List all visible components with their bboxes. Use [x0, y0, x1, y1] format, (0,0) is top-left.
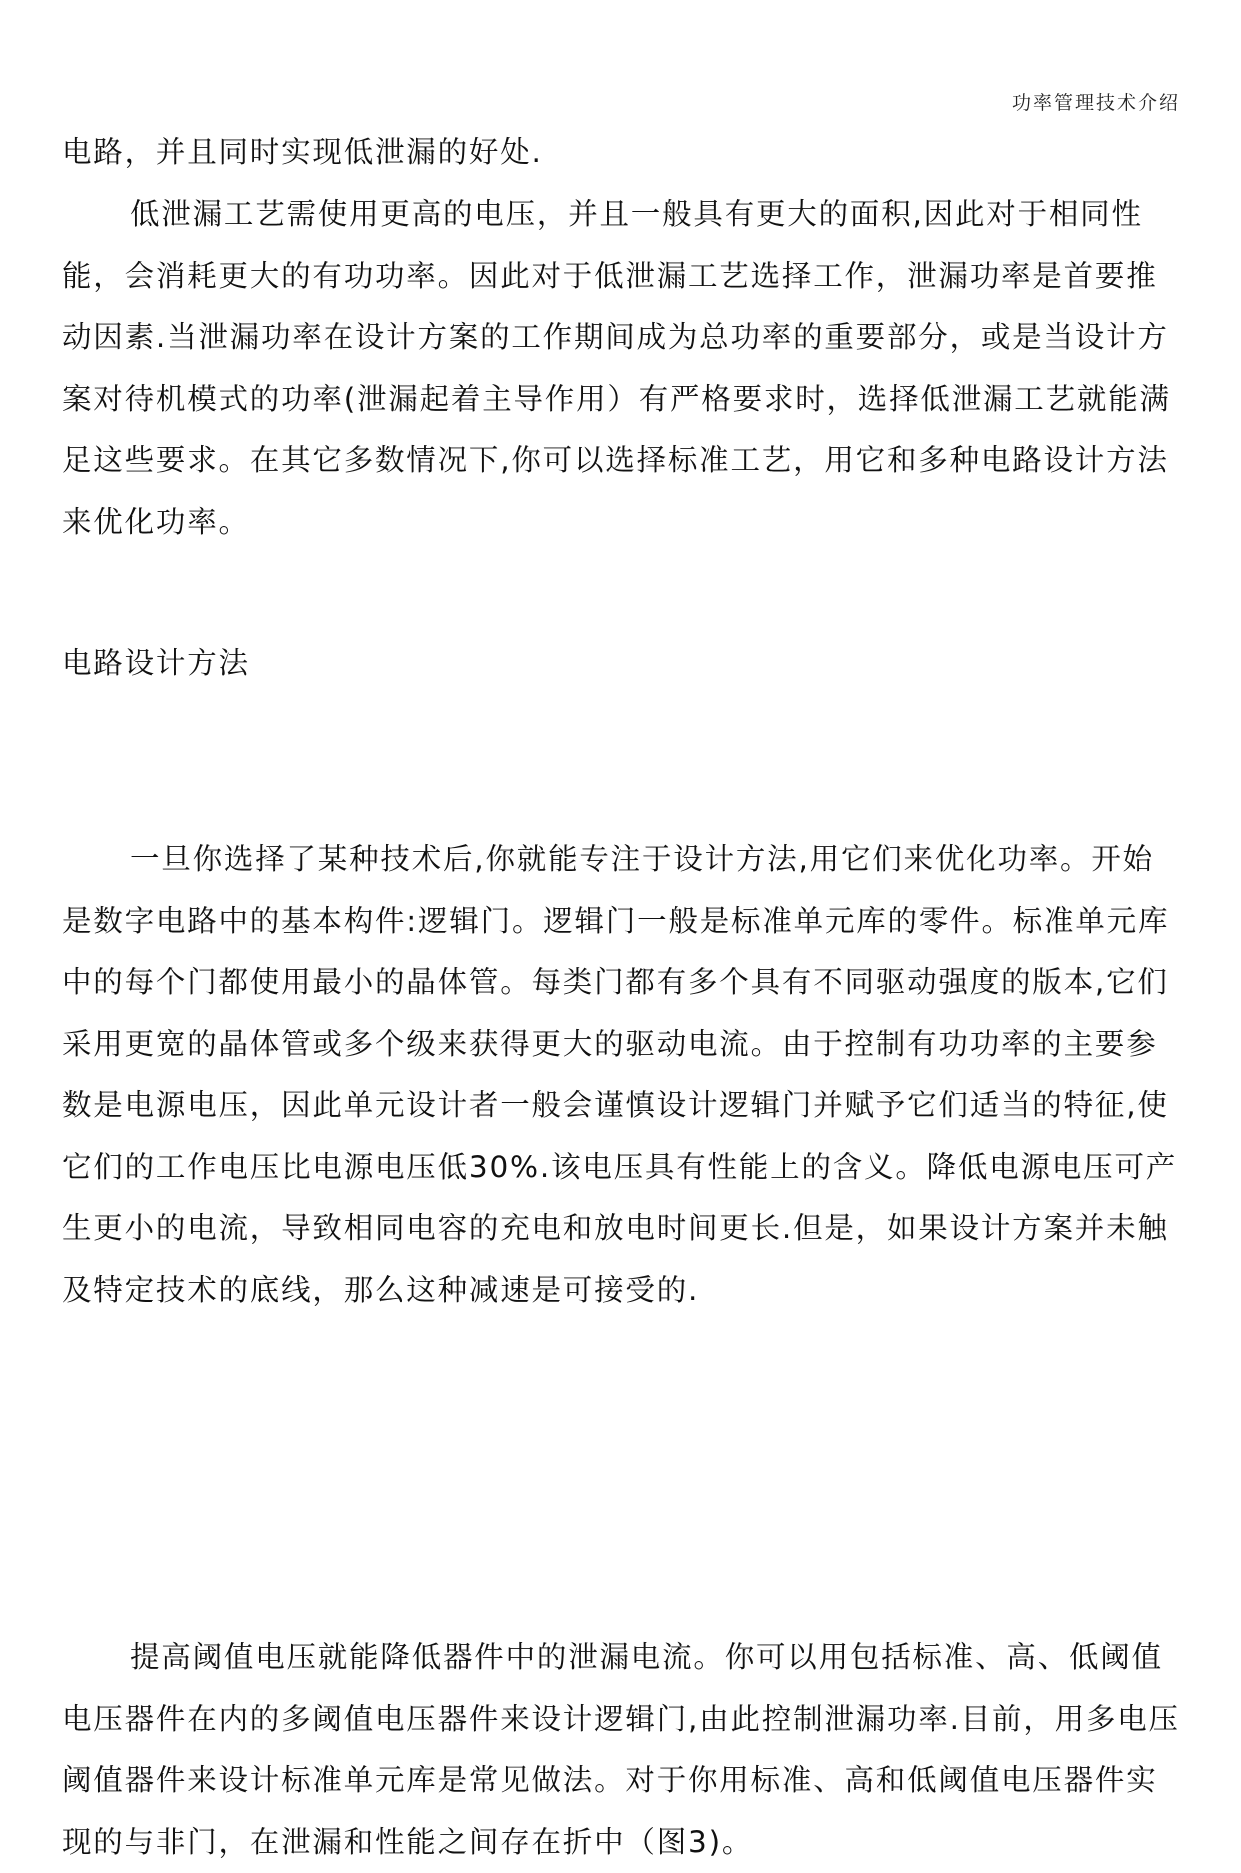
section-heading: 电路设计方法 [62, 646, 250, 680]
continuation-paragraph: 电路，并且同时实现低泄漏的好处. [62, 135, 543, 169]
threshold-voltage-paragraph: 提高阈值电压就能降低器件中的泄漏电流。你可以用包括标准、高、低阈值电压器件在内的多阈值电压器件来设计逻辑门,由此控制泄漏功率.目前，用多电压阈值器件来设计标准单元库是常见做法。对于你用标准、高和低阈值电压器件实现的与非门，在泄漏和性能之间存在折中（图3)。 [62, 1640, 1180, 1859]
low-leakage-paragraph: 低泄漏工艺需使用更高的电压，并且一般具有更大的面积,因此对于相同性能，会消耗更大的有功功率。因此对于低泄漏工艺选择工作，泄漏功率是首要推动因素.当泄漏功率在设计方案的工作期间成为总功率的重要部分，或是当设计方案对待机模式的功率(泄漏起着主导作用）有严格要求时，选择低泄漏工艺就能满足这些要求。在其它多数情况下,你可以选择标准工艺，用它和多种电路设计方法来优化功率。 [62, 197, 1171, 539]
page-header-title: 功率管理技术介绍 [1011, 92, 1180, 114]
select-technology-paragraph: 一旦你选择了某种技术后,你就能专注于设计方法,用它们来优化功率。开始是数字电路中的基本构件:逻辑门。逻辑门一般是标准单元库的零件。标准单元库中的每个门都使用最小的晶体管。每类门都有多个具有不同驱动强度的版本,它们采用更宽的晶体管或多个级来获得更大的驱动电流。由于控制有功功率的主要参数是电源电压，因此单元设计者一般会谨慎设计逻辑门并赋予它们适当的特征,使它们的工作电压比电源电压低30%.该电压具有性能上的含义。降低电源电压可产生更小的电流，导致相同电容的充电和放电时间更长.但是，如果设计方案并未触及特定技术的底线，那么这种减速是可接受的. [62, 842, 1178, 1307]
